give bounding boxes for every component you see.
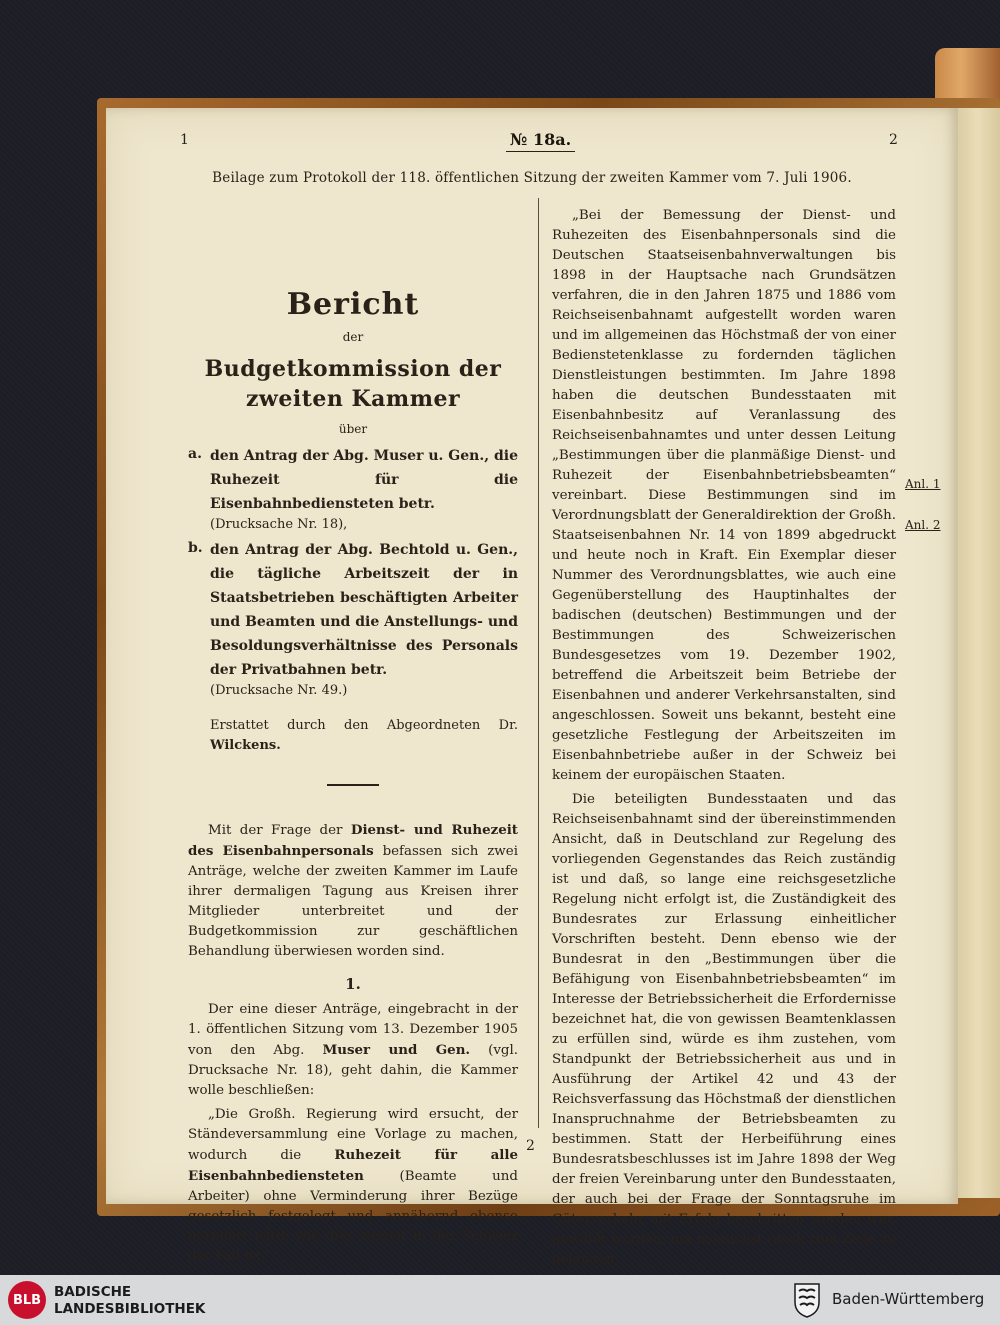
baden-wuerttemberg-crest-icon	[792, 1282, 822, 1318]
page-number-right: 2	[889, 132, 898, 148]
p1-text-a: Der eine dieser Anträge, eingebracht in der 1. öffentlichen Sitzung vom 13. Dezember 1905 von den Abg.	[188, 1002, 518, 1058]
intro-text-1: Mit der Frage der	[208, 823, 343, 838]
motion-b	[188, 538, 518, 700]
report-title: Bericht	[286, 287, 420, 322]
motion-a-letter: a.	[188, 446, 202, 462]
footer-page-number: 2	[526, 1138, 535, 1154]
motion-b-text: den Antrag der Abg. Bechtold u. Gen., die tägliche Arbeitszeit der in Staatsbetrieben beschäftigten Arbeiter und Beamten und die Anstellungs- und Besoldungsverhältnisse des Personals der Privatbahnen betr.	[210, 542, 518, 678]
library-name-line-1: BADISCHE	[54, 1284, 132, 1300]
document-number: № 18a.	[506, 130, 575, 152]
p2-text-a: „Die Großh. Regierung wird ersucht, der Ständeversammlung eine Vorlage zu machen, wodurch die	[188, 1107, 518, 1163]
title-der: der	[342, 330, 364, 344]
p1-bold: Muser und Gen.	[322, 1042, 471, 1058]
intro-bold: Dienst- und Ruhezeit des Eisenbahnpersonals	[188, 822, 518, 859]
margin-note-anl-2: Anl. 2	[905, 518, 941, 532]
state-name[interactable]: Baden-Württemberg	[832, 1290, 985, 1308]
paragraph-1	[188, 1000, 518, 1101]
margin-note-anl-1: Anl. 1	[905, 477, 941, 491]
commission-title: Budgetkommission der zweiten Kammer	[204, 356, 502, 412]
facing-page-edge	[955, 108, 1000, 1198]
reporter-prefix: Erstattet durch den Abgeordneten Dr.	[210, 718, 518, 733]
document-page	[106, 108, 958, 1267]
intro-paragraph	[188, 820, 518, 962]
column-divider	[538, 198, 539, 1128]
p2-text-b: (Beamte und Arbeiter) ohne Verminderung ihrer Bezüge gesetzlich festgelegt und annähernd ebenso normiert wird, wie dies zurzeit in der Schweiz der Fall ist.“	[188, 1169, 518, 1264]
library-name[interactable]	[54, 1284, 205, 1318]
library-name-line-2: LANDESBIBLIOTHEK	[54, 1301, 206, 1317]
motion-b-reference: (Drucksache Nr. 49.)	[210, 683, 348, 698]
page-number-left: 1	[180, 132, 189, 148]
supplement-heading: Beilage zum Protokoll der 118. öffentlichen Sitzung der zweiten Kammer vom 7. Juli 1906.	[212, 170, 852, 186]
p2-bold: Ruhezeit für alle Eisenbahnbediensteten	[188, 1147, 518, 1184]
motion-b-letter: b.	[188, 540, 203, 556]
paragraph-2	[188, 1105, 518, 1267]
motion-a-reference: (Drucksache Nr. 18),	[210, 517, 348, 532]
reporter-name: Wilckens.	[210, 738, 281, 753]
right-paragraph-1: „Bei der Bemessung der Dienst- und Ruhezeiten des Eisenbahnpersonals sind die Deutschen Staatseisenbahnverwaltungen bis 1898 in der Hauptsache nach Grundsätzen verfahren, die in den Jahren 1875 und 1886 vom Reichseisenbahnamt aufgestellt worden waren und im allgemeinen das Höchstmaß der von einer Bedienstetenklasse zu fordernden täglichen Dienstleistungen bestimmten. Im Jahre 1898 haben die deutschen Bundesstaaten mit Eisenbahnbesitz auf Veranlassung des Reichseisenbahnamtes und unter dessen Leitung „Bestimmungen über die planmäßige Dienst- und Ruhezeit der Eisenbahnbetriebsbeamten“ vereinbart. Diese Bestimmungen sind im Verordnungsblatt der Generaldirektion der Großh. Staatseisenbahnen Nr. 14 von 1899 abgedruckt und heute noch in Kraft. Ein Exemplar dieser Nummer des Verordnungsblattes, wie auch eine Gegenüberstellung des Hauptinhaltes der badischen (deutschen) Bestimmungen und der Bestimmungen des Schweizerischen Bundesgesetzes vom 19. Dezember 1902, betreffend die Arbeitszeit beim Betriebe der Eisenbahnen und anderer Verkehrsanstalten, sind angeschlossen. Soweit uns bekannt, besteht eine gesetzliche Festlegung der Arbeitszeiten im Eisenbahnbetriebe außer in der Schweiz bei keinem der europäischen Staaten.	[552, 208, 897, 783]
motion-a-text: den Antrag der Abg. Muser u. Gen., die Ruhezeit für die Eisenbahnbediensteten betr.	[210, 448, 518, 512]
section-number: 1.	[345, 975, 361, 993]
title-ueber: über	[338, 422, 368, 436]
right-column	[552, 206, 896, 1325]
motion-a	[188, 444, 518, 534]
footer-bar	[0, 1275, 1000, 1325]
reporter-line	[188, 716, 518, 756]
intro-text-2: befassen sich zwei Anträge, welche der zweiten Kammer im Laufe ihrer dermaligen Tagung aus Kreisen ihrer Mitglieder unterbreitet und der Budgetkommission zur geschäftlichen Behandlung überwiesen worden sind.	[188, 844, 518, 959]
right-paragraph-2: Die beteiligten Bundesstaaten und das Reichseisenbahnamt sind der übereinstimmenden Ansicht, daß in Deutschland zur Regelung des vorliegenden Gegenstandes das Reich zuständig ist und daß, so lange eine reichsgesetzliche Regelung nicht erfolgt ist, die Zuständigkeit des Bundesrates zur Erlassung einheitlicher Vorschriften besteht. Denn ebenso wie der Bundesrat in den „Bestimmungen über die Befähigung von Eisenbahnbetriebsbeamten“ im Interesse der Betriebssicherheit die Erfordernisse bezeichnet hat, die von gewissen Beamtenklassen zu erfüllen sind, würde es ihm zustehen, vom Standpunkt der Betriebssicherheit aus und in Ausführung der Artikel 42 und 43 der Reichsverfassung das Höchstmaß der dienstlichen Inanspruchnahme der Betriebsbeamten zu bestimmen. Statt der Herbeiführung eines Bundesratsbeschlusses ist im Jahre 1898 der Weg der freien Vereinbarung unter den Bundesstaaten, der auch bei der Frage der Sonntagsruhe im Güterverkehr mit Erfolg beschritten worden war, gewählt worden, um möglichst rasch zum Ziele zu gelangen.	[552, 792, 896, 1267]
p1-text-b: (vgl. Drucksache Nr. 18), geht dahin, die Kammer wolle beschließen:	[188, 1043, 518, 1098]
separator-rule	[327, 784, 379, 786]
blb-logo[interactable]: BLB	[8, 1281, 46, 1319]
left-column	[188, 288, 518, 1315]
